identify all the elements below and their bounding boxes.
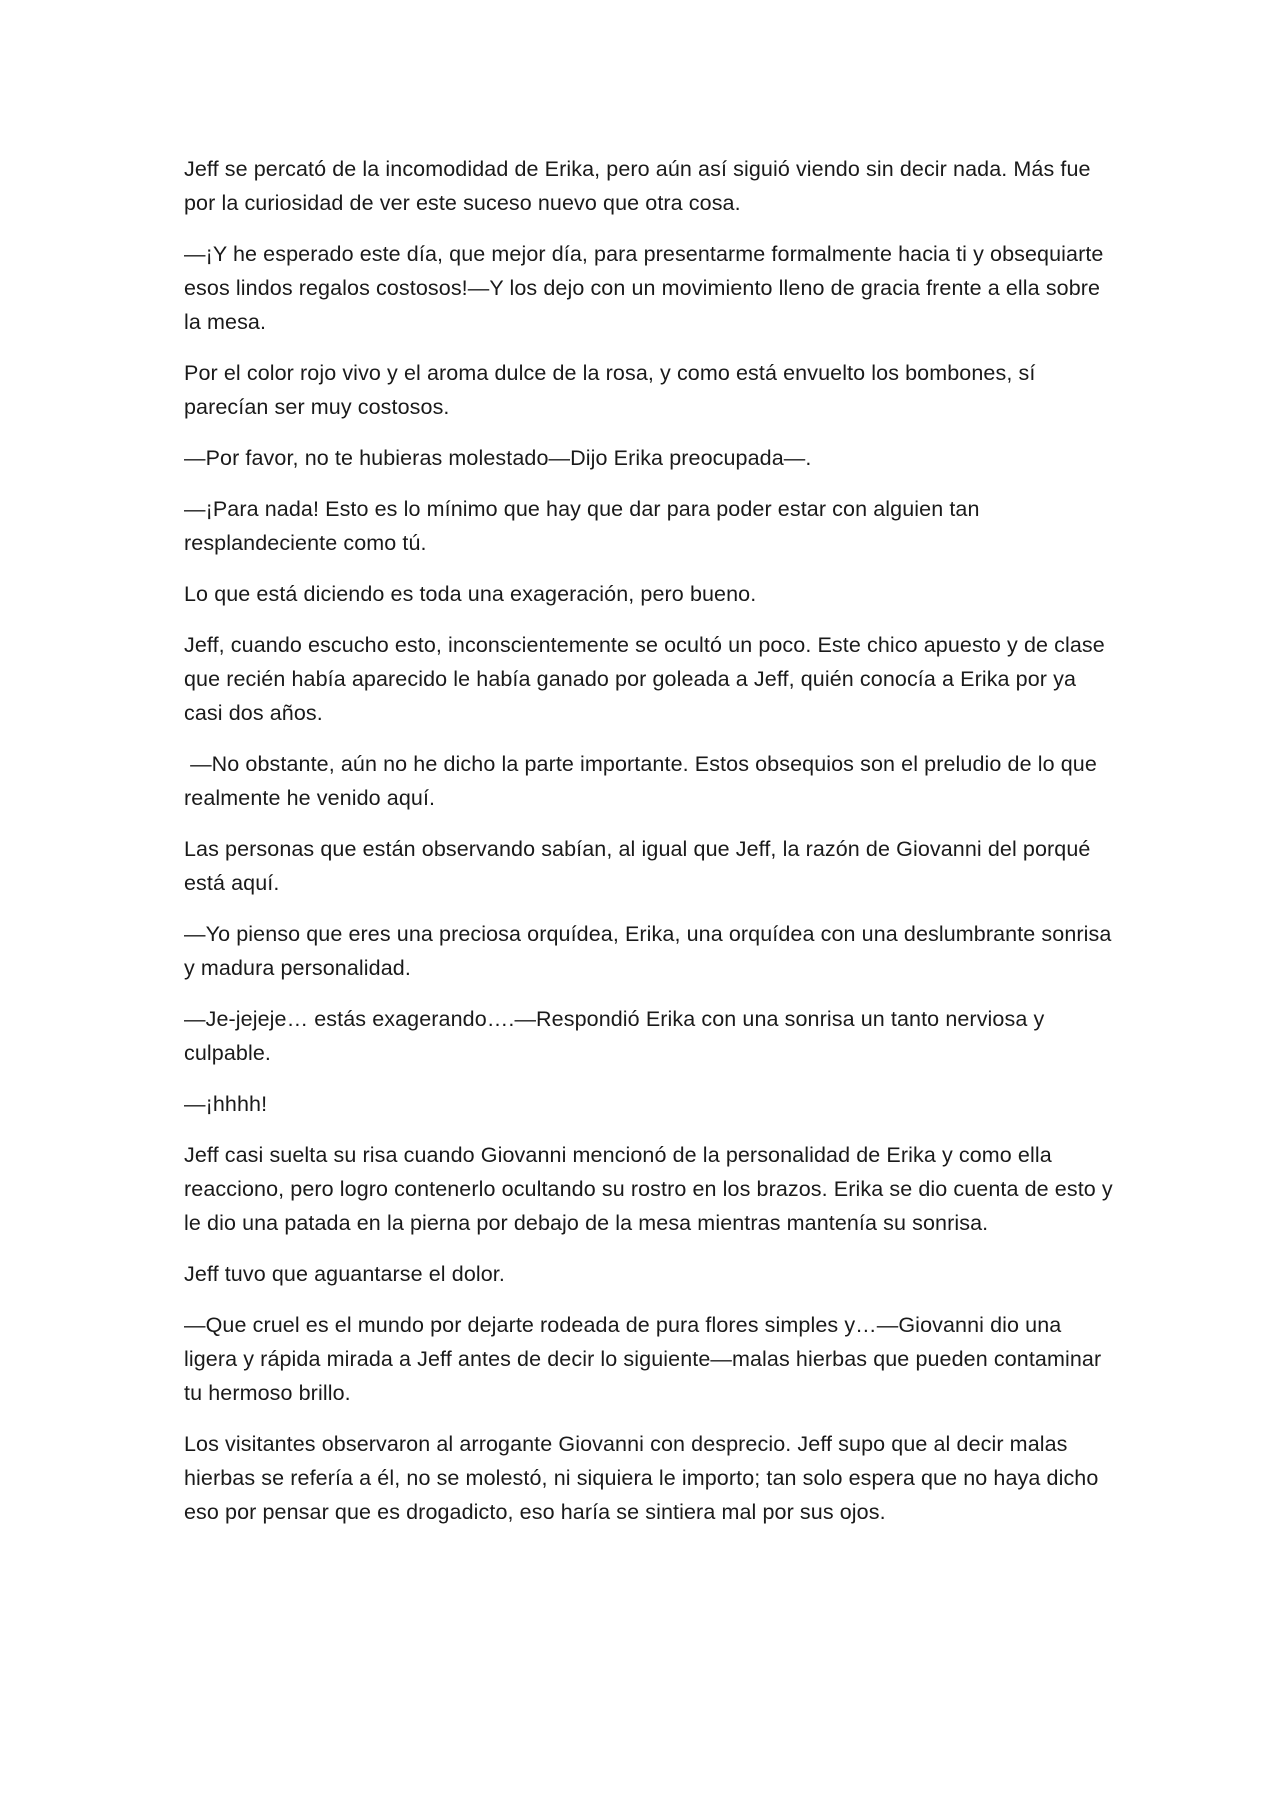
paragraph-6: Lo que está diciendo es toda una exageración, pero bueno. [184,582,757,606]
paragraph-8: —No obstante, aún no he dicho la parte importante. Estos obsequios son el preludio de lo que realmente he venido aquí. [184,752,1103,810]
paragraph-11: —Je-jejeje… estás exagerando….—Respondió Erika con una sonrisa un tanto nerviosa y culpable. [184,1007,1051,1065]
paragraph-16: Los visitantes observaron al arrogante Giovanni con desprecio. Jeff supo que al decir malas hierbas se refería a él, no se molestó, ni siquiera le importo; tan solo espera que no haya dicho eso por pensar que es drogadicto, eso haría se sintiera mal por sus ojos. [184,1432,1105,1524]
paragraph-14: Jeff tuvo que aguantarse el dolor. [184,1262,505,1286]
document-body [184,152,1119,1546]
paragraph-7: Jeff, cuando escucho esto, inconscientemente se ocultó un poco. Este chico apuesto y de clase que recién había aparecido le había ganado por goleada a Jeff, quién conocía a Erika por ya casi dos años. [184,633,1111,725]
paragraph-1: Jeff se percató de la incomodidad de Erika, pero aún así siguió viendo sin decir nada. Más fue por la curiosidad de ver este suceso nuevo que otra cosa. [184,157,1097,215]
paragraph-10: —Yo pienso que eres una preciosa orquídea, Erika, una orquídea con una deslumbrante sonrisa y madura personalidad. [184,922,1118,980]
paragraph-5: —¡Para nada! Esto es lo mínimo que hay que dar para poder estar con alguien tan resplandeciente como tú. [184,497,986,555]
paragraph-15: —Que cruel es el mundo por dejarte rodeada de pura flores simples y…—Giovanni dio una ligera y rápida mirada a Jeff antes de decir lo siguiente—malas hierbas que pueden contaminar tu hermoso brillo. [184,1313,1108,1405]
paragraph-12: —¡hhhh! [184,1092,268,1116]
paragraph-2: —¡Y he esperado este día, que mejor día, para presentarme formalmente hacia ti y obsequiarte esos lindos regalos costosos!—Y los dejo con un movimiento lleno de gracia frente a ella sobre la mesa. [184,242,1110,334]
paragraph-9: Las personas que están observando sabían, al igual que Jeff, la razón de Giovanni del porqué está aquí. [184,837,1097,895]
paragraph-4: —Por favor, no te hubieras molestado—Dijo Erika preocupada—. [184,446,812,470]
paragraph-13: Jeff casi suelta su risa cuando Giovanni mencionó de la personalidad de Erika y como ella reacciono, pero logro contenerlo ocultando su rostro en los brazos. Erika se dio cuenta de esto y le dio una patada en la pierna por debajo de la mesa mientras mantenía su sonrisa. [184,1143,1119,1235]
paragraph-3: Por el color rojo vivo y el aroma dulce de la rosa, y como está envuelto los bombones, sí parecían ser muy costosos. [184,361,1042,419]
